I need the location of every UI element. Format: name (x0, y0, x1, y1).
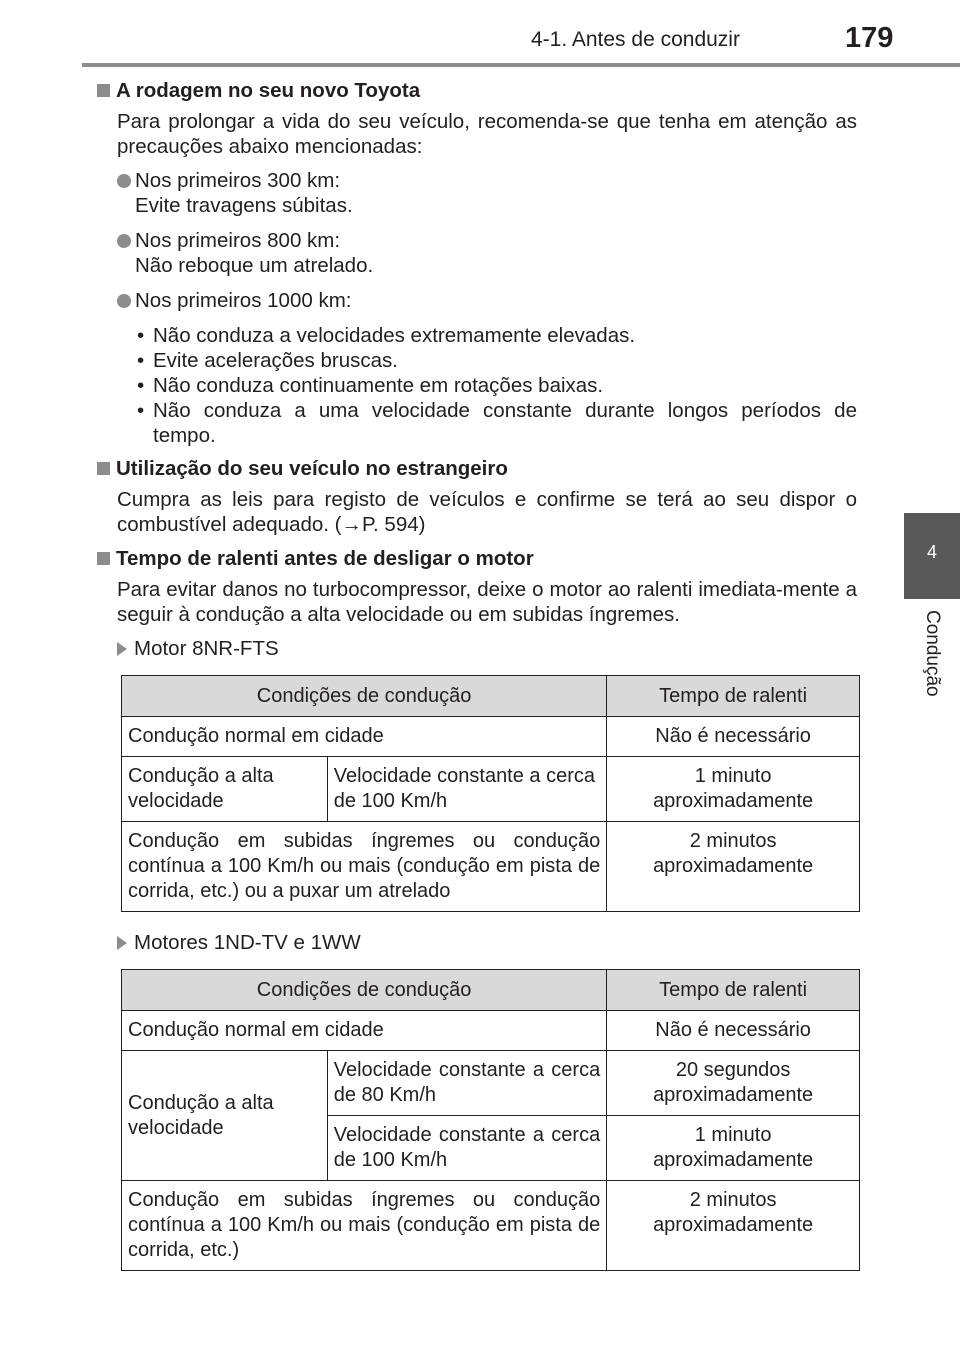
triangle-arrow-icon (117, 642, 127, 656)
circle-bullet-icon (117, 234, 131, 248)
paragraph: Cumpra as leis para registo de veículos e confirme se terá ao seu dispor o combustível adequado. (→P. 594) (117, 488, 857, 536)
table-header: Condições de condução (122, 676, 607, 717)
bullet-item: • Não conduza continuamente em rotações baixas. (135, 373, 857, 398)
section-heading-text: A rodagem no seu novo Toyota (116, 79, 421, 102)
paragraph: Para evitar danos no turbocompressor, deixe o motor ao ralenti imediata-mente a seguir à condução a alta velocidade ou em subidas íngremes. (117, 578, 857, 626)
idle-table-8nr (121, 675, 860, 912)
section-heading (97, 78, 857, 103)
table-cell: Condução em subidas íngremes ou condução contínua a 100 Km/h ou mais (condução em pista de corrida, etc.) (122, 1181, 607, 1271)
section-heading (97, 546, 857, 571)
page-number: 179 (845, 22, 894, 54)
table-cell: Condução a alta velocidade (122, 1051, 328, 1181)
table-cell: 1 minuto aproximadamente (607, 757, 860, 822)
list-item-heading: Nos primeiros 300 km: (135, 169, 341, 192)
bullet-item: • Evite acelerações bruscas. (135, 348, 857, 373)
chapter-label: Condução (922, 610, 943, 697)
circle-bullet-icon (117, 174, 131, 188)
page-content (97, 78, 857, 1289)
table-cell: Condução em subidas íngremes ou condução contínua a 100 Km/h ou mais (condução em pista de corrida, etc.) ou a puxar um atrelado (122, 822, 607, 912)
bullet-item: • Não conduza a uma velocidade constante durante longos períodos de tempo. (135, 398, 857, 448)
table-cell: Condução a alta velocidade (122, 757, 328, 822)
table-cell: 1 minuto aproximadamente (607, 1116, 860, 1181)
list-item-detail: Não reboque um atrelado. (135, 254, 374, 277)
bullet-item: • Não conduza a velocidades extremamente elevadas. (135, 323, 857, 348)
table-cell: Condução normal em cidade (122, 1011, 607, 1051)
chapter-number: 4 (926, 542, 937, 562)
table-cell: Velocidade constante a cerca de 100 Km/h (327, 757, 607, 822)
table-cell: Não é necessário (607, 717, 860, 757)
table-cell: Velocidade constante a cerca de 100 Km/h (327, 1116, 607, 1181)
header-rule (82, 63, 960, 67)
chapter-tab (904, 513, 960, 599)
table-header: Condições de condução (122, 970, 607, 1011)
idle-table-1nd (121, 969, 860, 1271)
section-heading-text: Tempo de ralenti antes de desligar o motor (116, 547, 534, 570)
list-item-detail: Evite travagens súbitas. (135, 194, 353, 217)
table-header: Tempo de ralenti (607, 676, 860, 717)
list-item (117, 168, 857, 218)
list-item (117, 288, 857, 313)
square-bullet-icon (97, 552, 110, 565)
table-cell: 2 minutos aproximadamente (607, 1181, 860, 1271)
list-item-heading: Nos primeiros 1000 km: (135, 289, 352, 312)
square-bullet-icon (97, 84, 110, 97)
table-cell: Velocidade constante a cerca de 80 Km/h (327, 1051, 607, 1116)
paragraph: Para prolongar a vida do seu veículo, recomenda-se que tenha em atenção as precauções abaixo mencionadas: (117, 110, 857, 158)
table-cell: Não é necessário (607, 1011, 860, 1051)
list-item-heading: Nos primeiros 800 km: (135, 229, 341, 252)
table-cell: 2 minutos aproximadamente (607, 822, 860, 912)
table-cell: 20 segundos aproximadamente (607, 1051, 860, 1116)
engine-label-text: Motor 8NR-FTS (134, 637, 279, 660)
engine-label (117, 930, 857, 955)
table-cell: Condução normal em cidade (122, 717, 607, 757)
square-bullet-icon (97, 462, 110, 475)
triangle-arrow-icon (117, 936, 127, 950)
section-title: 4-1. Antes de conduzir (531, 28, 740, 51)
table-header: Tempo de ralenti (607, 970, 860, 1011)
section-heading-text: Utilização do seu veículo no estrangeiro (116, 457, 508, 480)
engine-label (117, 636, 857, 661)
engine-label-text: Motores 1ND-TV e 1WW (134, 931, 361, 954)
bullet-list (135, 323, 857, 448)
section-heading (97, 456, 857, 481)
list-item (117, 228, 857, 278)
circle-bullet-icon (117, 294, 131, 308)
